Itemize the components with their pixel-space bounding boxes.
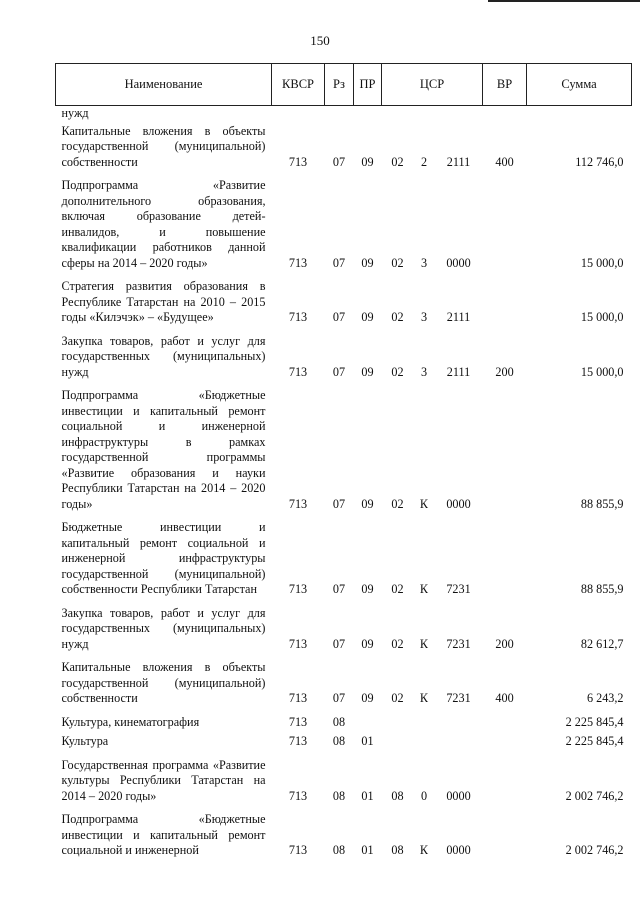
row-csr-direction: 2111	[446, 364, 471, 379]
row-vr	[483, 734, 527, 758]
row-csr-program	[382, 734, 414, 758]
row-kvsr: 713	[288, 734, 308, 748]
row-csr-subprogram: 3	[420, 364, 428, 379]
row-vr: 400	[495, 154, 514, 169]
row-csr-subprogram: 2	[420, 154, 428, 169]
row-pr: 09	[361, 636, 374, 651]
row-kvsr	[272, 106, 325, 124]
row-csr-direction: 2111	[446, 154, 471, 169]
row-csr-program: 02	[391, 582, 404, 596]
row-csr-program: 02	[391, 255, 404, 270]
row-rz: 07	[332, 691, 346, 705]
row-rz: 08	[332, 714, 346, 729]
row-pr: 09	[361, 582, 374, 596]
row-sum: 2 225 845,4	[565, 734, 624, 748]
row-kvsr: 713	[288, 255, 308, 270]
row-kvsr: 713	[288, 154, 308, 169]
row-kvsr: 713	[288, 310, 308, 324]
header-name: Наименование	[56, 64, 272, 106]
row-kvsr: 713	[288, 364, 308, 379]
row-csr-subprogram: 3	[420, 255, 428, 270]
row-csr-direction: 0000	[446, 496, 471, 511]
row-csr-direction: 0000	[446, 255, 471, 270]
row-sum: 2 002 746,2	[565, 843, 624, 857]
row-rz: 08	[332, 734, 346, 748]
row-pr: 09	[361, 255, 374, 270]
row-name: Подпрограмма «Развитие дополнительного образования, включая образование детей-инвалидов, и повышение квалификации работников данной сферы на 2014 – 2020 годы»	[61, 178, 266, 270]
table-row	[56, 715, 632, 735]
row-rz: 07	[332, 582, 346, 596]
row-rz: 08	[332, 843, 346, 857]
row-kvsr: 713	[288, 691, 308, 705]
row-csr-subprogram: К	[419, 636, 429, 651]
row-name: Закупка товаров, работ и услуг для государственных (муниципальных) нужд	[61, 605, 266, 651]
row-name: Подпрограмма «Бюджетные инвестиции и капитальный ремонт социальной и инженерной инфраструктуры в рамках государственной программы «Развитие образования и науки Республики Татарстан на 2014 – 2020 годы»	[61, 388, 266, 511]
table-row	[56, 812, 632, 867]
row-csr-direction: 0000	[446, 788, 471, 803]
header-rz: Рз	[325, 64, 354, 106]
row-csr-direction	[435, 734, 483, 758]
row-rz: 07	[332, 636, 346, 651]
row-sum: 88 855,9	[580, 496, 624, 511]
budget-table	[55, 63, 632, 867]
row-name: Закупка товаров, работ и услуг для государственных (муниципальных) нужд	[61, 333, 266, 379]
header-pr: ПР	[354, 64, 382, 106]
row-kvsr: 713	[288, 582, 308, 596]
row-csr-subprogram: К	[419, 496, 429, 511]
row-csr-subprogram	[414, 106, 435, 124]
row-vr	[483, 715, 527, 735]
table-row	[56, 520, 632, 606]
row-vr	[483, 388, 527, 520]
row-kvsr: 713	[288, 496, 308, 511]
row-csr-direction: 7231	[446, 691, 471, 705]
row-sum: 112 746,0	[575, 154, 624, 169]
row-name: Государственная программа «Развитие культуры Республики Татарстан на 2014 – 2020 годы»	[61, 757, 266, 803]
header-kvsr: КВСР	[272, 64, 325, 106]
table-row	[56, 106, 632, 124]
row-vr: 200	[495, 364, 514, 379]
row-csr-program: 02	[391, 496, 404, 511]
row-csr-subprogram: К	[419, 691, 429, 705]
row-csr-direction: 7231	[446, 636, 471, 651]
row-rz: 08	[332, 788, 346, 803]
row-vr	[483, 178, 527, 279]
row-vr	[483, 758, 527, 813]
row-csr-program: 08	[391, 843, 404, 857]
row-rz: 07	[332, 364, 346, 379]
row-kvsr: 713	[288, 843, 308, 857]
row-name: нужд	[61, 106, 89, 120]
row-name: Бюджетные инвестиции и капитальный ремонт социальной и инженерной инфраструктуры государственной (муниципальной) собственности Республики Татарстан	[61, 520, 266, 596]
row-pr: 09	[361, 496, 374, 511]
table-row	[56, 606, 632, 661]
row-csr-program	[382, 106, 414, 124]
row-kvsr: 713	[288, 788, 308, 803]
row-vr	[483, 279, 527, 334]
row-sum: 15 000,0	[580, 255, 624, 270]
row-pr: 01	[361, 734, 374, 748]
table-row	[56, 758, 632, 813]
row-csr-subprogram: К	[419, 582, 429, 596]
header-sum: Сумма	[527, 64, 632, 106]
table-row	[56, 734, 632, 758]
table-row	[56, 388, 632, 520]
top-edge-line	[488, 0, 640, 2]
row-name: Капитальные вложения в объекты государственной (муниципальной) собственности	[61, 660, 266, 705]
row-csr-direction	[435, 106, 483, 124]
row-pr: 09	[361, 310, 374, 324]
table-row	[56, 124, 632, 179]
row-name: Стратегия развития образования в Республике Татарстан на 2010 – 2015 годы «Килэчэк» – «Будущее»	[61, 279, 266, 324]
row-kvsr: 713	[288, 636, 308, 651]
row-sum	[527, 106, 632, 124]
row-csr-direction: 0000	[446, 843, 471, 857]
table-row	[56, 660, 632, 715]
header-vr: ВР	[483, 64, 527, 106]
row-rz: 07	[332, 310, 346, 324]
row-sum: 2 225 845,4	[565, 714, 624, 729]
row-vr: 400	[495, 691, 514, 705]
row-csr-program: 02	[391, 636, 404, 651]
row-rz: 07	[332, 255, 346, 270]
row-csr-program: 02	[391, 364, 404, 379]
row-pr: 09	[361, 691, 374, 705]
row-sum: 6 243,2	[586, 691, 624, 705]
row-csr-program: 08	[391, 788, 404, 803]
row-csr-program: 02	[391, 154, 404, 169]
table-row	[56, 178, 632, 279]
row-pr: 01	[361, 843, 374, 857]
table-row	[56, 334, 632, 389]
row-kvsr: 713	[288, 714, 308, 729]
row-pr	[354, 106, 382, 124]
header-csr: ЦСР	[382, 64, 483, 106]
row-csr-direction: 2111	[446, 310, 471, 324]
row-csr-program: 02	[391, 310, 404, 324]
row-csr-subprogram	[414, 734, 435, 758]
page-number: 150	[310, 33, 330, 48]
table-header-row	[56, 64, 632, 106]
row-rz	[325, 106, 354, 124]
row-name: Подпрограмма «Бюджетные инвестиции и капитальный ремонт социальной и инженерной	[61, 812, 266, 857]
row-vr	[483, 106, 527, 124]
row-pr: 09	[361, 364, 374, 379]
row-csr-direction: 7231	[446, 582, 471, 596]
row-csr-subprogram	[414, 715, 435, 735]
row-csr-subprogram: К	[419, 843, 429, 857]
row-vr: 200	[495, 636, 514, 651]
row-rz: 07	[332, 154, 346, 169]
row-sum: 15 000,0	[580, 310, 624, 324]
row-pr: 09	[361, 154, 374, 169]
row-pr	[354, 715, 382, 735]
row-csr-subprogram: 3	[420, 310, 428, 324]
row-pr: 01	[361, 788, 374, 803]
row-sum: 82 612,7	[580, 636, 624, 651]
row-name: Культура	[61, 734, 109, 748]
table-row	[56, 279, 632, 334]
row-vr	[483, 812, 527, 867]
row-sum: 88 855,9	[580, 582, 624, 596]
row-csr-program: 02	[391, 691, 404, 705]
row-rz: 07	[332, 496, 346, 511]
row-csr-subprogram: 0	[420, 788, 428, 803]
row-sum: 15 000,0	[580, 364, 624, 379]
row-csr-direction	[435, 715, 483, 735]
row-csr-program	[382, 715, 414, 735]
row-sum: 2 002 746,2	[565, 788, 624, 803]
row-name: Капитальные вложения в объекты государственной (муниципальной) собственности	[61, 123, 266, 169]
row-name: Культура, кинематография	[61, 714, 200, 729]
row-vr	[483, 520, 527, 606]
